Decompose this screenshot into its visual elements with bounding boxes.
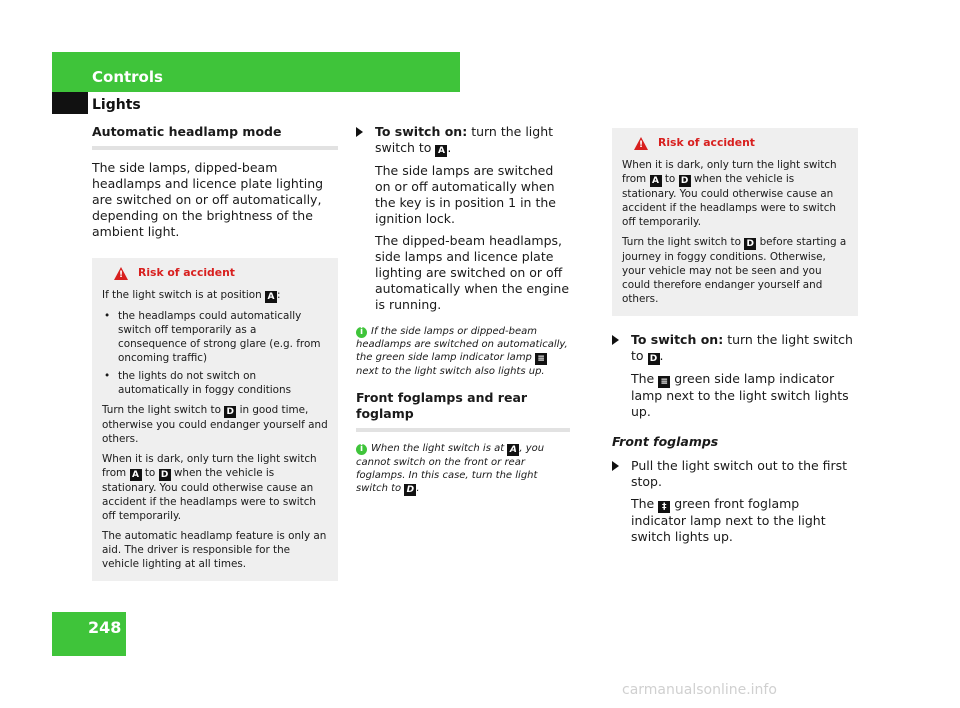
warning-title: ! Risk of accident xyxy=(622,136,848,150)
info-icon: i xyxy=(356,327,367,338)
info-icon: i xyxy=(356,444,367,455)
auto-position-icon: A xyxy=(130,469,142,481)
warning-title: ! Risk of accident xyxy=(102,266,328,280)
low-beam-icon: D xyxy=(648,353,660,365)
divider xyxy=(356,428,570,432)
column-2 xyxy=(356,124,570,496)
info-note: i When the light switch is at A , you cannot switch on the front or rear foglamps. In this case, turn the light switch to D . xyxy=(356,443,545,495)
list-item: • the lights do not switch on automatically in foggy conditions xyxy=(118,369,328,397)
low-beam-icon: D xyxy=(679,175,691,187)
heading-foglamps: Front foglamps and rear foglamp xyxy=(356,390,528,421)
watermark: carmanualsonline.info xyxy=(622,682,777,698)
arrow-icon xyxy=(356,127,363,137)
section-title: Controls xyxy=(92,68,163,86)
column-1 xyxy=(92,124,338,581)
warning-icon xyxy=(114,267,128,280)
front-foglamp-icon: ‡ xyxy=(658,501,670,513)
page-number: 248 xyxy=(88,618,122,637)
side-lamp-icon: ≡ xyxy=(658,376,670,388)
arrow-icon xyxy=(612,335,619,345)
column-3 xyxy=(612,128,858,557)
step-switch-on: To switch on: turn the light switch to A . The side lamps are switched on or off automatically when the key is in position 1 in the ignition lock. The dipped-beam headlamps, side lamps and licence plate lighting are switched on or off automatically when the engine is running. xyxy=(356,124,570,319)
low-beam-icon: D xyxy=(404,484,416,496)
warning-box: ! Risk of accident When it is dark, only turn the light switch from A to D when the vehicle is stationary. You could otherwise cause an accident if the headlamps were to switch off temporarily. Turn the light switch to D before starting a journey in foggy conditions. Otherwise, your vehicle may not be seen and you could therefore endanger yourself and others. xyxy=(612,128,858,316)
step-switch-on: To switch on: turn the light switch to D . The ≡ green side lamp indicator lamp next to the light switch lights up. xyxy=(612,332,858,426)
warning-note: The automatic headlamp feature is only an aid. The driver is responsible for the vehicle lighting at all times. xyxy=(102,530,327,570)
heading-auto-headlamp: Automatic headlamp mode xyxy=(92,124,282,139)
warning-box: ! Risk of accident If the light switch is at position A : • the headlamps could automatically switch off temporarily as a consequence of strong glare (e.g. from oncoming traffic) • the lights do not switch on automatically in foggy conditions Turn the light switch to D in good time, otherwise you could endanger yourself and others. When it is dark, only turn the light switch from A to D when the vehicle is stationary. You could otherwise cause an accident if the headlamps were to switch off temporarily. The automatic headlamp feature is only an aid. The driver is responsible for the vehicle lighting at all times. xyxy=(92,258,338,581)
subsection-title: Lights xyxy=(92,97,141,113)
list-item: • the headlamps could automatically switch off temporarily as a consequence of strong glare (e.g. from oncoming traffic) xyxy=(118,309,328,365)
intro-text: The side lamps, dipped-beam headlamps and licence plate lighting are switched on or off automatically, depending on the brightness of the ambient light. xyxy=(92,160,324,239)
low-beam-icon: D xyxy=(224,406,236,418)
divider xyxy=(92,146,338,150)
step-pull-switch: Pull the light switch out to the first stop. The ‡ green front foglamp indicator lamp next to the light switch lights up. xyxy=(612,458,858,551)
auto-position-icon: A xyxy=(650,175,662,187)
side-lamp-icon: ≡ xyxy=(535,353,547,365)
auto-position-icon: A xyxy=(265,291,277,303)
auto-position-icon: A xyxy=(435,145,447,157)
auto-position-icon: A xyxy=(507,444,519,456)
subheading-front-foglamps: Front foglamps xyxy=(612,434,719,449)
low-beam-icon: D xyxy=(159,469,171,481)
warning-icon xyxy=(634,137,648,150)
warning-list xyxy=(102,309,328,397)
info-note: i If the side lamps or dipped-beam headlamps are switched on automatically, the green side lamp indicator lamp ≡ next to the light switch also lights up. xyxy=(356,326,568,377)
arrow-icon xyxy=(612,461,619,471)
low-beam-icon: D xyxy=(744,238,756,250)
header-tab xyxy=(52,92,88,114)
